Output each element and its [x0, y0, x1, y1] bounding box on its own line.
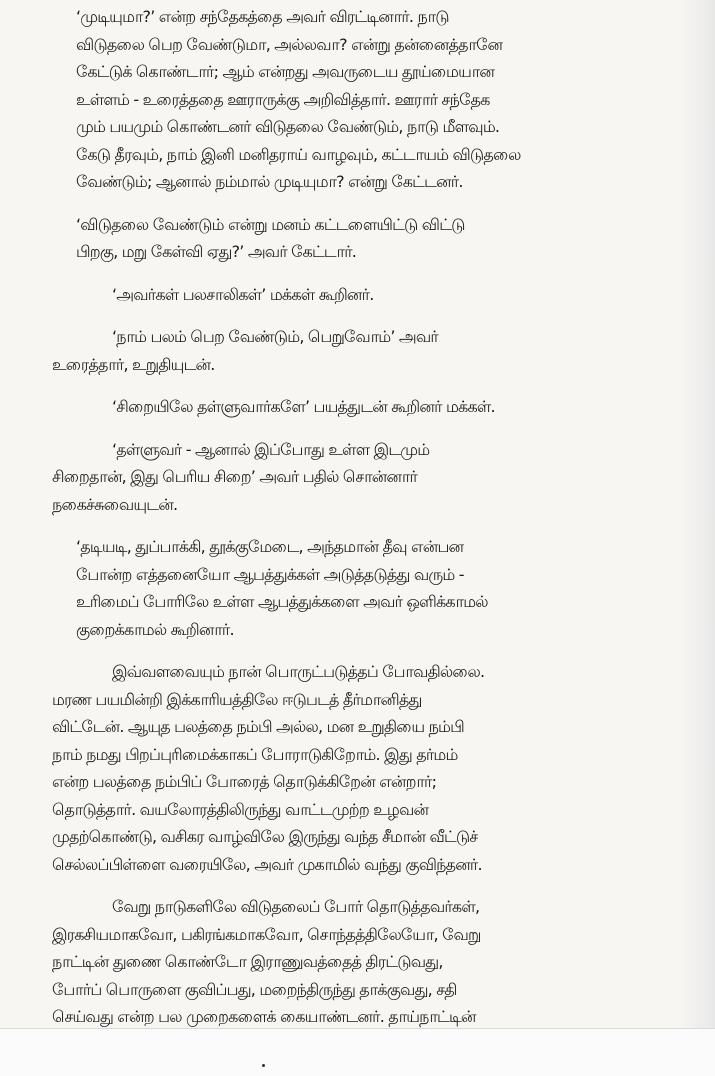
text-line: வேண்டும்; ஆனால் நம்மால் முடியுமா? என்று கேட்டனர். — [76, 172, 463, 191]
text-line: பிறகு, மறு கேள்வி ஏது?’ அவர் கேட்டார். — [76, 242, 357, 261]
paragraph-9 — [52, 893, 678, 1031]
text-line: ‘சிறையிலே தள்ளுவார்களே’ பயத்துடன் கூறினர் மக்கள். — [112, 397, 495, 416]
text-line: முதற்கொண்டு, வசிகர வாழ்விலே இருந்து வந்த சீமான் வீட்டுச் — [52, 827, 478, 846]
text-line: செய்வது என்ற பல முறைகளைக் கையாண்டனர். தாய்நாட்டின் — [52, 1007, 476, 1026]
paragraph-1 — [52, 3, 678, 196]
text-line: ‘விடுதலை வேண்டும் என்று மனம் கட்டளையிட்டு விட்டு — [76, 214, 465, 234]
text-line: நாம் நமது பிறப்புரிமைக்காகப் போராடுகிறோம். இது தர்மம் — [52, 744, 458, 764]
text-line: கேட்டுக் கொண்டார்; ஆம் என்றது அவருடைய தூய்மையான — [76, 62, 495, 81]
paragraph-7 — [52, 533, 678, 643]
text-line: விட்டேன். ஆயுத பலத்தை நம்பி அல்ல, மன உறுதியை நம்பி — [52, 717, 464, 736]
ink-speck — [262, 1064, 265, 1067]
text-line: வேறு நாடுகளிலே விடுதலைப் போர் தொடுத்தவர்கள், — [112, 897, 480, 916]
text-line: குறைக்காமல் கூறினார். — [76, 619, 234, 639]
text-line: ‘அவர்கள் பலசாலிகள்’ மக்கள் கூறினர். — [112, 284, 374, 304]
text-line: ‘தள்ளுவர் - ஆனால் இப்போது உள்ள இடமும் — [112, 439, 430, 459]
page-edge-shadow — [679, 0, 715, 1030]
text-line: நாட்டின் துணை கொண்டோ இராணுவத்தைத் திரட்டுவது, — [52, 952, 443, 971]
paragraph-3 — [52, 281, 678, 309]
text-line: தொடுத்தார். வயலோரத்திலிருந்து வாட்டமுற்ற உழவன் — [52, 799, 429, 819]
text-line: என்ற பலத்தை நம்பிப் போரைத் தொடுக்கிறேன் என்றார்; — [52, 772, 437, 791]
text-line: இரகசியமாகவோ, பகிரங்கமாகவோ, சொந்தத்திலேயோ, வேறு — [52, 924, 481, 944]
text-line: போன்ற எத்தனையோ ஆபத்துக்கள் அடுத்தடுத்து வரும் - — [76, 564, 464, 584]
text-line: சிறைதான், இது பெரிய சிறை’ அவர் பதில் சொன்னார் — [52, 467, 418, 486]
text-line: நகைச்சுவையுடன். — [52, 494, 178, 514]
paragraph-8 — [52, 658, 678, 878]
text-line: உரைத்தார், உறுதியுடன். — [52, 354, 215, 374]
text-line: மும் பயமும் கொண்டனர் விடுதலை வேண்டும், நாடு மீளவும். — [76, 117, 500, 136]
page-bottom-margin — [0, 1028, 715, 1076]
paragraph-5 — [52, 393, 678, 421]
text-line: இவ்வளவையும் நான் பொருட்படுத்தப் போவதில்லை. — [112, 662, 485, 681]
page-text — [52, 3, 678, 1046]
text-line: ‘முடியுமா?’ என்ற சந்தேகத்தை அவர் விரட்டினார். நாடு — [76, 7, 449, 26]
text-line: போர்ப் பொருளை குவிப்பது, மறைந்திருந்து தாக்குவது, சதி — [52, 979, 457, 999]
text-line: உள்ளம் - உரைத்ததை ஊராருக்கு அறிவித்தார். ஊரார் சந்தேக — [76, 89, 490, 109]
text-line: மரண பயமின்றி இக்காரியத்திலே ஈடுபடத் தீர்மானித்து — [52, 689, 422, 709]
paragraph-6 — [52, 436, 678, 519]
text-line: உரிமைப் போரிலே உள்ள ஆபத்துக்களை அவர் ஒளிக்காமல் — [76, 592, 488, 611]
text-line: கேடு தீரவும், நாம் இனி மனிதராய் வாழவும், கட்டாயம் விடுதலை — [76, 144, 521, 164]
text-line: ‘தடியடி, துப்பாக்கி, தூக்குமேடை, அந்தமான் தீவு என்பன — [76, 537, 464, 556]
text-line: செல்லப்பிள்ளை வரையிலே, அவர் முகாமில் வந்து குவிந்தனர். — [52, 854, 482, 874]
paragraph-4 — [52, 323, 678, 378]
text-line: ‘நாம் பலம் பெற வேண்டும், பெறுவோம்’ அவர் — [112, 327, 438, 346]
text-line: விடுதலை பெற வேண்டுமா, அல்லவா? என்று தன்னைத்தானே — [76, 34, 503, 54]
paragraph-2 — [52, 211, 678, 266]
